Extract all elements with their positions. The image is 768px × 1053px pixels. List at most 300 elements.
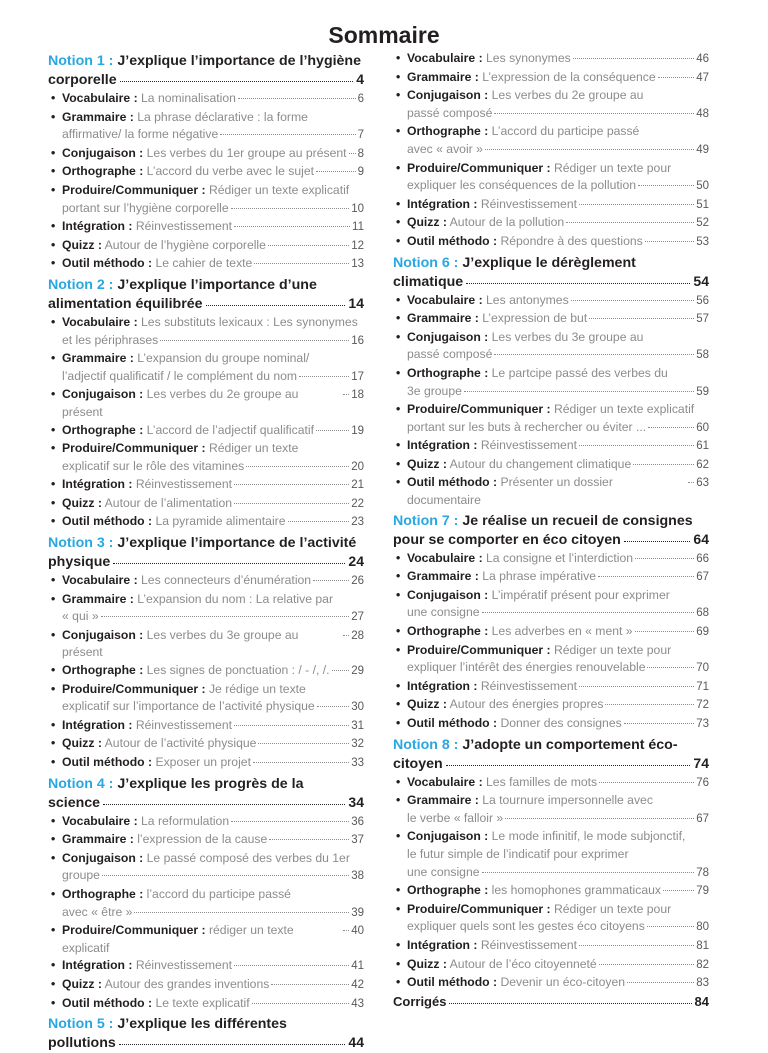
toc-entry[interactable] bbox=[393, 123, 709, 159]
leader-dots bbox=[571, 300, 695, 301]
notion-section bbox=[48, 534, 364, 773]
entry-line-last bbox=[62, 867, 364, 886]
entry-label: Produire/Communiquer : bbox=[62, 182, 206, 197]
entry-page-number: 29 bbox=[351, 665, 364, 678]
toc-entry[interactable] bbox=[48, 440, 364, 476]
toc-entry[interactable] bbox=[393, 587, 709, 623]
toc-entry[interactable] bbox=[48, 495, 364, 514]
entry-text bbox=[62, 813, 229, 831]
entry-label: Outil méthodo : bbox=[62, 256, 153, 271]
notion-heading[interactable] bbox=[48, 775, 364, 812]
toc-entry[interactable] bbox=[393, 642, 709, 678]
entry-label: Grammaire : bbox=[407, 793, 479, 808]
entry-line-last bbox=[62, 368, 364, 387]
entry-label: Vocabulaire : bbox=[62, 314, 138, 329]
entry-text bbox=[62, 145, 347, 163]
leader-dots bbox=[160, 340, 349, 341]
notion-heading[interactable] bbox=[393, 512, 709, 549]
toc-entry[interactable] bbox=[48, 813, 364, 832]
toc-entry[interactable] bbox=[393, 678, 709, 697]
entry-line bbox=[407, 792, 709, 810]
toc-column-right bbox=[393, 50, 709, 1009]
toc-entry[interactable] bbox=[393, 329, 709, 365]
notion-number: Notion 7 : bbox=[393, 512, 459, 529]
entry-line-last bbox=[407, 419, 709, 438]
entry-line bbox=[62, 591, 364, 609]
toc-entry[interactable] bbox=[48, 886, 364, 922]
toc-entry[interactable] bbox=[393, 160, 709, 196]
leader-dots bbox=[258, 743, 349, 744]
entry-page-number: 51 bbox=[696, 198, 709, 211]
toc-entry[interactable] bbox=[48, 513, 364, 532]
entry-line-last bbox=[62, 698, 364, 717]
entry-page-number: 19 bbox=[351, 424, 364, 437]
entry-label: Quizz : bbox=[407, 215, 447, 230]
leader-dots bbox=[627, 982, 694, 983]
entry-text bbox=[62, 513, 286, 531]
entry-line bbox=[62, 218, 364, 237]
notion-number: Notion 4 : bbox=[48, 775, 114, 792]
toc-entry[interactable] bbox=[393, 568, 709, 587]
leader-dots bbox=[635, 558, 694, 559]
entry-label: Produire/Communiquer : bbox=[407, 402, 551, 417]
entry-page-number: 18 bbox=[351, 389, 364, 402]
entry-description: L’expansion du groupe nominal/ bbox=[137, 351, 310, 366]
entry-line-last bbox=[62, 332, 364, 351]
notion-title-cont: climatique bbox=[393, 273, 464, 290]
entry-text bbox=[62, 662, 330, 680]
leader-dots bbox=[288, 521, 350, 522]
entry-line bbox=[62, 386, 364, 421]
entry-label: Intégration : bbox=[407, 438, 478, 453]
notion-section bbox=[393, 736, 709, 993]
entry-label: Quizz : bbox=[62, 736, 102, 751]
entry-description: Réinvestissement bbox=[480, 678, 577, 693]
entry-line bbox=[62, 754, 364, 773]
entry-label: Grammaire : bbox=[407, 311, 479, 326]
entry-label: Outil méthodo : bbox=[62, 514, 153, 529]
entry-description-cont: explicatif sur l’importance de l’activité physique bbox=[62, 699, 315, 714]
entry-description-cont: groupe bbox=[62, 868, 100, 883]
leader-dots bbox=[268, 245, 349, 246]
entry-description: Autour de l’éco citoyenneté bbox=[449, 956, 597, 971]
toc-entry[interactable] bbox=[393, 196, 709, 215]
entry-description: l’expression de la cause bbox=[137, 832, 268, 847]
toc-entry[interactable] bbox=[48, 831, 364, 850]
entry-text bbox=[407, 474, 686, 509]
notion-title-line1 bbox=[393, 512, 709, 530]
notion-page-number: 44 bbox=[348, 1034, 364, 1051]
leader-dots bbox=[482, 872, 695, 873]
entry-line bbox=[62, 163, 364, 182]
leader-dots bbox=[299, 376, 349, 377]
toc-entry[interactable] bbox=[48, 572, 364, 591]
toc-entry[interactable] bbox=[48, 957, 364, 976]
leader-dots bbox=[579, 445, 694, 446]
toc-entry[interactable] bbox=[48, 350, 364, 386]
leader-dots bbox=[485, 149, 694, 150]
leader-dots bbox=[102, 875, 349, 876]
entry-line-last bbox=[407, 810, 709, 829]
leader-dots bbox=[246, 466, 349, 467]
entry-description: Autour des grandes inventions bbox=[104, 976, 270, 991]
entry-page-number: 57 bbox=[696, 313, 709, 326]
leader-dots bbox=[688, 482, 694, 483]
toc-entry[interactable] bbox=[393, 310, 709, 329]
notion-title-cont: citoyen bbox=[393, 755, 443, 772]
toc-entry[interactable] bbox=[48, 163, 364, 182]
toc-entry[interactable] bbox=[48, 182, 364, 218]
toc-entry[interactable] bbox=[48, 386, 364, 421]
entry-line bbox=[62, 813, 364, 832]
notion-title-cont: corporelle bbox=[48, 72, 117, 88]
entry-description: Présenter un dossier documentaire bbox=[407, 475, 613, 508]
entry-text bbox=[62, 163, 314, 181]
toc-entry[interactable] bbox=[393, 474, 709, 509]
notion-heading[interactable] bbox=[48, 52, 364, 89]
toc-entry[interactable] bbox=[48, 145, 364, 164]
notion-section bbox=[393, 254, 709, 510]
toc-entry[interactable] bbox=[48, 681, 364, 717]
leader-dots bbox=[633, 464, 694, 465]
entry-line bbox=[407, 214, 709, 233]
leader-dots bbox=[234, 503, 349, 504]
entry-page-number: 26 bbox=[351, 575, 364, 588]
leader-dots bbox=[599, 964, 695, 965]
entry-page-number: 79 bbox=[696, 885, 709, 898]
entry-label: Intégration : bbox=[407, 678, 478, 693]
entry-label: Conjugaison : bbox=[407, 829, 489, 844]
entry-page-number: 40 bbox=[351, 925, 364, 938]
entry-line bbox=[62, 886, 364, 904]
entry-line bbox=[62, 572, 364, 591]
entry-label: Quizz : bbox=[62, 237, 102, 252]
toc-entry[interactable] bbox=[393, 901, 709, 937]
notion-heading[interactable] bbox=[393, 736, 709, 773]
notion-heading[interactable] bbox=[48, 534, 364, 571]
entry-line bbox=[407, 233, 709, 252]
toc-entry[interactable] bbox=[48, 314, 364, 350]
entry-label: Intégration : bbox=[407, 196, 478, 211]
entry-text bbox=[407, 696, 603, 714]
toc-entry[interactable] bbox=[393, 87, 709, 123]
entry-label: Vocabulaire : bbox=[407, 550, 483, 565]
toc-entry[interactable] bbox=[48, 109, 364, 145]
entry-text bbox=[407, 956, 597, 974]
entry-page-number: 66 bbox=[696, 552, 709, 565]
toc-entry[interactable] bbox=[393, 292, 709, 311]
entry-text bbox=[62, 717, 232, 735]
toc-entry[interactable] bbox=[393, 882, 709, 901]
leader-dots bbox=[234, 965, 349, 966]
notion-title-line1 bbox=[48, 276, 364, 294]
entry-page-number: 33 bbox=[351, 757, 364, 769]
leader-dots bbox=[271, 984, 349, 985]
entry-label: Orthographe : bbox=[62, 422, 144, 437]
entry-text bbox=[62, 922, 341, 957]
entry-text bbox=[407, 937, 577, 955]
entry-text bbox=[62, 218, 232, 236]
entry-text bbox=[62, 386, 341, 421]
toc-entry[interactable] bbox=[48, 90, 364, 109]
entry-label: Quizz : bbox=[407, 456, 447, 471]
entry-line-last bbox=[407, 177, 709, 196]
toc-entry[interactable] bbox=[393, 550, 709, 569]
notion-title: J’adopte un comportement éco- bbox=[462, 736, 678, 753]
entry-description: Le mode infinitif, le mode subjonctif, bbox=[491, 829, 686, 844]
entry-label: Intégration : bbox=[407, 937, 478, 952]
entry-line bbox=[407, 123, 709, 141]
toc-entry[interactable] bbox=[48, 735, 364, 754]
corriges-label: Corrigés bbox=[393, 993, 447, 1009]
entry-line bbox=[407, 292, 709, 311]
entry-text bbox=[62, 831, 267, 849]
entry-line bbox=[62, 495, 364, 514]
entry-label: Vocabulaire : bbox=[407, 51, 483, 65]
entry-description: La phrase déclarative : la forme bbox=[137, 109, 308, 124]
toc-entry[interactable] bbox=[393, 233, 709, 252]
toc-entry[interactable] bbox=[393, 69, 709, 88]
toc-entry[interactable] bbox=[393, 623, 709, 642]
entry-label: Vocabulaire : bbox=[407, 292, 483, 307]
toc-entry[interactable] bbox=[393, 828, 709, 882]
entry-label: Produire/Communiquer : bbox=[62, 441, 206, 456]
leader-dots bbox=[482, 612, 695, 613]
entry-label: Outil méthodo : bbox=[62, 995, 153, 1010]
notion-title-line2 bbox=[393, 754, 709, 773]
entry-line-last bbox=[407, 346, 709, 365]
toc-entry[interactable] bbox=[48, 255, 364, 274]
notion-page-number: 4 bbox=[356, 71, 364, 87]
entry-page-number: 10 bbox=[351, 202, 364, 215]
entry-page-number: 17 bbox=[351, 370, 364, 383]
toc-entry[interactable] bbox=[48, 237, 364, 256]
toc-entry[interactable] bbox=[393, 792, 709, 828]
toc-entry[interactable] bbox=[393, 456, 709, 475]
entry-page-number: 13 bbox=[351, 258, 364, 271]
toc-entry[interactable] bbox=[393, 50, 709, 69]
toc-entry[interactable] bbox=[393, 401, 709, 437]
entry-page-number: 38 bbox=[351, 870, 364, 883]
entry-description: Rédiger un texte pour bbox=[553, 901, 672, 916]
entry-page-number: 62 bbox=[696, 458, 709, 471]
entry-description: L’accord de l’adjectif qualificatif bbox=[146, 422, 314, 437]
entry-line-last bbox=[407, 918, 709, 937]
entry-line-last bbox=[407, 105, 709, 124]
toc-entry[interactable] bbox=[393, 214, 709, 233]
entry-label: Vocabulaire : bbox=[62, 813, 138, 828]
entry-line bbox=[407, 696, 709, 715]
leader-dots bbox=[599, 782, 694, 783]
entry-line bbox=[62, 627, 364, 662]
entry-description: Réinvestissement bbox=[480, 438, 577, 453]
entry-label: Produire/Communiquer : bbox=[62, 681, 206, 696]
entry-page-number: 47 bbox=[696, 71, 709, 84]
toc-entry[interactable] bbox=[48, 717, 364, 736]
toc-entry[interactable] bbox=[48, 218, 364, 237]
entry-page-number: 6 bbox=[357, 93, 364, 105]
toc-entry[interactable] bbox=[48, 995, 364, 1014]
entry-label: Orthographe : bbox=[407, 624, 489, 639]
notion-number: Notion 5 : bbox=[48, 1016, 114, 1033]
toc-entry[interactable] bbox=[48, 850, 364, 886]
entry-description-cont: 3e groupe bbox=[407, 383, 462, 398]
toc-entry[interactable] bbox=[48, 627, 364, 662]
entry-label: Intégration : bbox=[62, 717, 133, 732]
notion-title-line1 bbox=[48, 775, 364, 793]
entry-line bbox=[62, 90, 364, 109]
entry-description: Réinvestissement bbox=[135, 219, 232, 234]
leader-dots bbox=[252, 1003, 350, 1004]
leader-dots bbox=[647, 926, 694, 927]
entry-label: Outil méthodo : bbox=[407, 475, 498, 490]
notion-number: Notion 6 : bbox=[393, 254, 459, 271]
notion-title-line2 bbox=[48, 294, 364, 313]
leader-dots bbox=[231, 208, 350, 209]
entry-line-last bbox=[407, 604, 709, 623]
entry-label: Quizz : bbox=[407, 697, 447, 712]
entry-page-number: 46 bbox=[696, 53, 709, 65]
entry-page-number: 80 bbox=[696, 921, 709, 934]
toc-entry[interactable] bbox=[393, 774, 709, 793]
leader-dots bbox=[206, 305, 346, 306]
entry-line bbox=[62, 145, 364, 164]
toc-entry[interactable] bbox=[48, 476, 364, 495]
toc-entry[interactable] bbox=[393, 365, 709, 401]
entry-page-number: 41 bbox=[351, 960, 364, 973]
entry-description: Répondre à des questions bbox=[500, 233, 643, 248]
toc-column-left bbox=[48, 50, 364, 1053]
entry-text bbox=[62, 495, 232, 513]
entry-text bbox=[407, 292, 569, 310]
notion-number: Notion 2 : bbox=[48, 276, 114, 293]
entry-description: rédiger un texte explicatif bbox=[62, 923, 294, 955]
entry-line bbox=[62, 717, 364, 736]
entry-line bbox=[407, 401, 709, 419]
entry-page-number: 31 bbox=[351, 719, 364, 732]
entry-line bbox=[62, 681, 364, 699]
notion-title: J’explique les progrès de la bbox=[117, 775, 304, 792]
notion-number: Notion 3 : bbox=[48, 535, 114, 552]
entry-page-number: 12 bbox=[351, 239, 364, 252]
entry-page-number: 67 bbox=[696, 571, 709, 584]
toc-entry[interactable] bbox=[393, 696, 709, 715]
notion-title-cont: physique bbox=[48, 554, 111, 571]
entry-line bbox=[407, 678, 709, 697]
entry-text bbox=[407, 196, 577, 214]
toc-entry[interactable] bbox=[48, 422, 364, 441]
leader-dots bbox=[231, 821, 349, 822]
toc-entry[interactable] bbox=[393, 715, 709, 734]
toc-entry[interactable] bbox=[48, 976, 364, 995]
entry-description-cont: expliquer l’intérêt des énergies renouvelable bbox=[407, 660, 646, 675]
entry-description-cont: une consigne bbox=[407, 605, 480, 620]
entry-description-cont: portant sur les buts à rechercher ou éviter ... bbox=[407, 419, 647, 434]
entry-line bbox=[407, 974, 709, 993]
notion-title-cont: pour se comporter en éco citoyen bbox=[393, 531, 621, 548]
entry-page-number: 28 bbox=[351, 629, 364, 642]
notion-title-line2 bbox=[48, 70, 364, 89]
toc-entry[interactable] bbox=[48, 922, 364, 957]
notion-section bbox=[48, 775, 364, 1014]
notion-number: Notion 8 : bbox=[393, 736, 459, 753]
entry-line bbox=[407, 196, 709, 215]
entry-page-number: 73 bbox=[696, 718, 709, 730]
toc-entry[interactable] bbox=[48, 754, 364, 773]
entry-page-number: 78 bbox=[696, 866, 709, 879]
notion-entries bbox=[393, 292, 709, 510]
entry-line bbox=[62, 831, 364, 850]
entry-description: L’accord du verbe avec le sujet bbox=[146, 164, 314, 179]
notion-title-line1 bbox=[48, 52, 364, 70]
notion-title-cont: alimentation équilibrée bbox=[48, 295, 203, 312]
entry-description: les homophones grammaticaux bbox=[491, 883, 661, 898]
toc-entry[interactable] bbox=[393, 437, 709, 456]
toc-entry[interactable] bbox=[48, 662, 364, 681]
corriges-entry[interactable] bbox=[393, 994, 709, 1009]
entry-description: La consigne et l’interdiction bbox=[486, 550, 634, 565]
leader-dots bbox=[624, 723, 694, 724]
notion-page-number: 54 bbox=[693, 272, 709, 289]
leader-dots bbox=[269, 839, 349, 840]
entry-text bbox=[407, 623, 633, 641]
entry-line bbox=[62, 995, 364, 1014]
entry-description: Rédiger un texte bbox=[208, 441, 299, 456]
notion-title-line2 bbox=[393, 272, 709, 291]
entry-text bbox=[62, 237, 266, 255]
notion-page-number: 14 bbox=[348, 294, 364, 311]
entry-label: Grammaire : bbox=[62, 591, 134, 606]
entry-label: Orthographe : bbox=[62, 164, 144, 179]
leader-dots bbox=[505, 818, 694, 819]
leader-dots bbox=[663, 890, 694, 891]
corriges-page-number: 84 bbox=[694, 993, 709, 1009]
entry-label: Intégration : bbox=[62, 477, 133, 492]
leader-dots bbox=[134, 912, 349, 913]
entry-description: l’accord du participe passé bbox=[146, 886, 291, 901]
leader-dots bbox=[220, 134, 355, 135]
entry-description: Le texte explicatif bbox=[155, 995, 250, 1010]
notion-heading[interactable] bbox=[393, 254, 709, 291]
entry-description-cont: le verbe « falloir » bbox=[407, 810, 504, 825]
entry-description: Autour de l’hygiène corporelle bbox=[104, 237, 266, 252]
toc-entry[interactable] bbox=[393, 937, 709, 956]
entry-description: La nominalisation bbox=[141, 91, 236, 105]
entry-label: Orthographe : bbox=[407, 365, 489, 380]
leader-dots bbox=[638, 185, 694, 186]
entry-label: Quizz : bbox=[62, 976, 102, 991]
toc-entry[interactable] bbox=[48, 591, 364, 627]
leader-dots bbox=[466, 283, 690, 284]
notion-entries bbox=[393, 774, 709, 993]
leader-dots bbox=[238, 98, 356, 99]
notion-heading[interactable] bbox=[48, 276, 364, 313]
entry-text bbox=[62, 735, 256, 753]
entry-text bbox=[407, 310, 587, 328]
entry-description-cont: l’adjectif qualificatif / le complément du nom bbox=[62, 368, 298, 383]
notion-heading[interactable] bbox=[48, 1015, 364, 1052]
entry-line bbox=[62, 237, 364, 256]
toc-entry[interactable] bbox=[393, 956, 709, 975]
entry-description: Autour des énergies propres bbox=[449, 697, 604, 712]
entry-description: La tournure impersonnelle avec bbox=[482, 793, 653, 808]
entry-page-number: 48 bbox=[696, 107, 709, 120]
entry-page-number: 8 bbox=[357, 147, 364, 160]
entry-description: L’expansion du nom : La relative par bbox=[137, 591, 334, 606]
entry-page-number: 52 bbox=[696, 217, 709, 230]
entry-page-number: 81 bbox=[696, 939, 709, 952]
toc-entry[interactable] bbox=[393, 974, 709, 993]
